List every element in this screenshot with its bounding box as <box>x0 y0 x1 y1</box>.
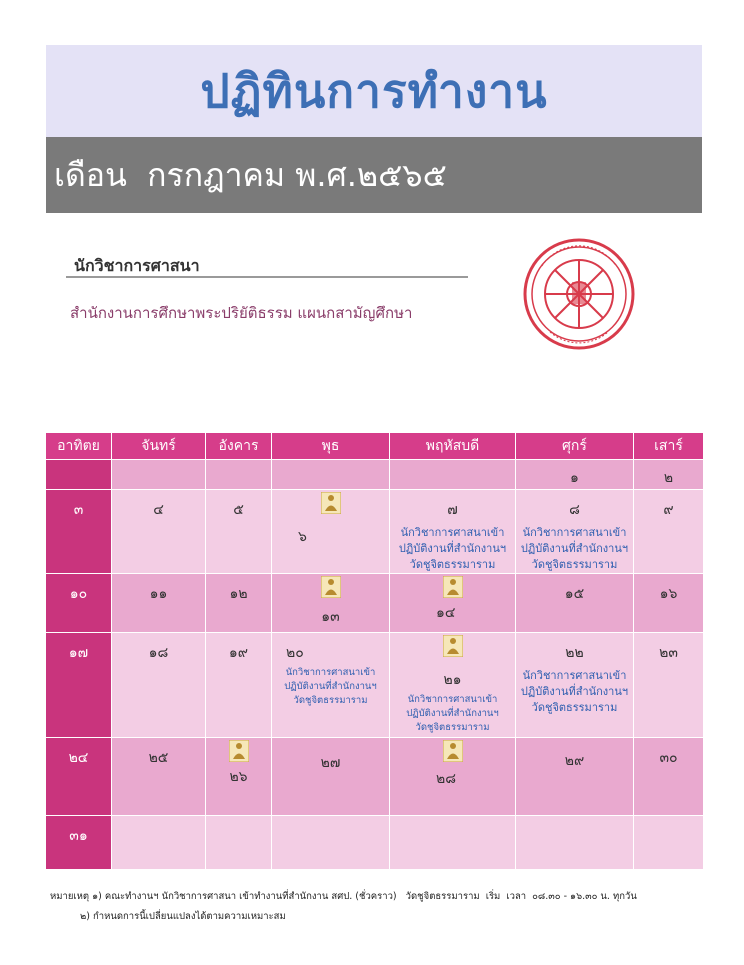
day-number: ๓ <box>73 502 84 518</box>
weekday-header: จันทร์ <box>112 433 206 460</box>
event-note-line: ปฏิบัติงานที่สำนักงานฯ <box>520 542 629 555</box>
day-number: ๑๕ <box>564 586 585 602</box>
day-cell <box>390 490 516 574</box>
day-number: ๒๑ <box>443 672 462 688</box>
event-note-line: นักวิชาการศาสนาเข้า <box>400 526 505 539</box>
day-number: ๒๘ <box>436 771 457 787</box>
buddha-icon <box>321 492 341 514</box>
day-cell <box>634 460 704 490</box>
day-number: ๒๐ <box>286 645 304 661</box>
day-cell <box>272 738 390 816</box>
day-number: ๒๒ <box>565 645 584 661</box>
day-cell-empty <box>206 460 272 490</box>
event-note-line: ปฏิบัติงานที่สำนักงานฯ <box>406 708 499 719</box>
day-cell <box>634 574 704 633</box>
day-number: ๑๗ <box>68 645 89 661</box>
day-cell <box>206 574 272 633</box>
event-note-line: ปฏิบัติงานที่สำนักงานฯ <box>520 685 629 698</box>
event-note <box>516 668 633 716</box>
day-number: ๔ <box>153 502 164 518</box>
day-number: ๒๙ <box>564 753 585 769</box>
event-note <box>390 525 515 573</box>
position-label: นักวิชาการศาสนา <box>74 256 200 275</box>
day-number: ๑๙ <box>228 645 249 661</box>
day-cell-empty <box>516 816 634 870</box>
day-cell <box>634 738 704 816</box>
day-number: ๒๕ <box>148 750 169 766</box>
event-note <box>272 666 389 708</box>
event-note-line: ปฏิบัติงานที่สำนักงานฯ <box>398 542 507 555</box>
day-cell-empty <box>390 816 516 870</box>
day-cell-empty <box>112 460 206 490</box>
day-number: ๕ <box>233 502 244 518</box>
month-label: เดือน กรกฎาคม พ.ศ.๒๕๖๕ <box>54 155 447 194</box>
day-number: ๑ <box>570 470 579 486</box>
divider <box>66 276 468 278</box>
footnote-2: ๒) กำหนดการนี้เปลี่ยนแปลงได้ตามความเหมาะสม <box>80 911 286 922</box>
day-cell-empty <box>272 816 390 870</box>
day-cell <box>516 490 634 574</box>
day-number: ๒๔ <box>68 750 89 766</box>
day-number: ๑๘ <box>148 645 169 661</box>
day-number: ๒๗ <box>320 755 341 771</box>
day-cell <box>634 633 704 738</box>
weekday-header: พฤหัสบดี <box>390 433 516 460</box>
day-cell <box>390 574 516 633</box>
event-note <box>390 693 515 735</box>
day-cell <box>516 633 634 738</box>
day-cell <box>516 574 634 633</box>
day-cell <box>46 738 112 816</box>
day-number: ๘ <box>569 502 580 518</box>
day-cell <box>516 460 634 490</box>
week-row <box>46 816 704 870</box>
day-number: ๑๐ <box>69 586 88 602</box>
buddha-icon <box>321 576 341 598</box>
day-cell <box>112 738 206 816</box>
event-note-line: วัดชูจิตธรรมาราม <box>409 558 496 571</box>
week-row <box>46 490 704 574</box>
office-seal-logo <box>522 236 636 356</box>
day-cell <box>390 738 516 816</box>
day-cell <box>46 574 112 633</box>
day-cell <box>272 490 390 574</box>
day-cell <box>634 490 704 574</box>
buddha-icon <box>443 740 463 762</box>
event-note <box>516 525 633 573</box>
day-number: ๓๑ <box>69 828 88 844</box>
day-number: ๑๒ <box>229 586 248 602</box>
page-title: ปฏิทินการทำงาน <box>200 63 548 118</box>
footnote-1: หมายเหตุ ๑) คณะทำงานฯ นักวิชาการศาสนา เข้าทำงานที่สำนักงาน สศป. (ชั่วคราว) วัดชูจิตธรรมาราม เริ่ม เวลา ๐๘.๓๐ - ๑๖.๓๐ น. ทุกวัน <box>50 891 637 902</box>
event-note-line: นักวิชาการศาสนาเข้า <box>522 669 627 682</box>
day-number: ๓๐ <box>659 750 678 766</box>
week-row <box>46 633 704 738</box>
event-note-line: นักวิชาการศาสนาเข้า <box>522 526 627 539</box>
calendar-table <box>45 432 704 870</box>
day-cell <box>112 490 206 574</box>
event-note-line: วัดชูจิตธรรมาราม <box>415 722 490 733</box>
weekday-header: อาทิตย <box>46 433 112 460</box>
day-number: ๙ <box>663 502 674 518</box>
day-number: ๑๓ <box>321 609 340 625</box>
title-banner <box>46 45 702 137</box>
day-cell <box>46 816 112 870</box>
day-cell-empty <box>634 816 704 870</box>
day-cell <box>272 574 390 633</box>
day-number: ๑๖ <box>659 586 678 602</box>
day-cell <box>516 738 634 816</box>
day-cell <box>390 633 516 738</box>
weekday-header: อังคาร <box>206 433 272 460</box>
event-note-line: วัดชูจิตธรรมาราม <box>531 701 618 714</box>
day-cell-empty <box>272 460 390 490</box>
day-cell <box>112 633 206 738</box>
event-note-line: วัดชูจิตธรรมาราม <box>293 695 368 706</box>
event-note-line: วัดชูจิตธรรมาราม <box>531 558 618 571</box>
day-cell <box>46 490 112 574</box>
event-note-line: ปฏิบัติงานที่สำนักงานฯ <box>284 681 377 692</box>
weekday-header: ศุกร์ <box>516 433 634 460</box>
day-cell <box>206 738 272 816</box>
day-cell <box>272 633 390 738</box>
day-cell-empty <box>206 816 272 870</box>
month-banner <box>46 137 702 213</box>
day-number: ๑๔ <box>436 605 456 621</box>
week-row <box>46 460 704 490</box>
day-cell <box>206 490 272 574</box>
weekday-header-row <box>46 433 704 460</box>
day-cell <box>46 633 112 738</box>
buddha-icon <box>443 576 463 598</box>
weekday-header: เสาร์ <box>634 433 704 460</box>
day-cell-empty <box>112 816 206 870</box>
day-cell <box>206 633 272 738</box>
office-label: สำนักงานการศึกษาพระปริยัติธรรม แผนกสามัญศึกษา <box>70 304 413 322</box>
day-number: ๒๓ <box>659 645 678 661</box>
day-number: ๒๖ <box>229 769 248 785</box>
event-note-line: นักวิชาการศาสนาเข้า <box>285 667 376 678</box>
day-cell-empty <box>390 460 516 490</box>
day-number: ๒ <box>663 470 674 486</box>
day-number: ๑๑ <box>149 586 168 602</box>
buddha-icon <box>443 635 463 657</box>
event-note-line: นักวิชาการศาสนาเข้า <box>407 694 498 705</box>
weekday-header: พุธ <box>272 433 390 460</box>
week-row <box>46 738 704 816</box>
week-row <box>46 574 704 633</box>
day-cell-empty <box>46 460 112 490</box>
day-cell <box>112 574 206 633</box>
day-number: ๖ <box>298 529 307 545</box>
buddha-icon <box>229 740 249 762</box>
day-number: ๗ <box>447 502 458 518</box>
